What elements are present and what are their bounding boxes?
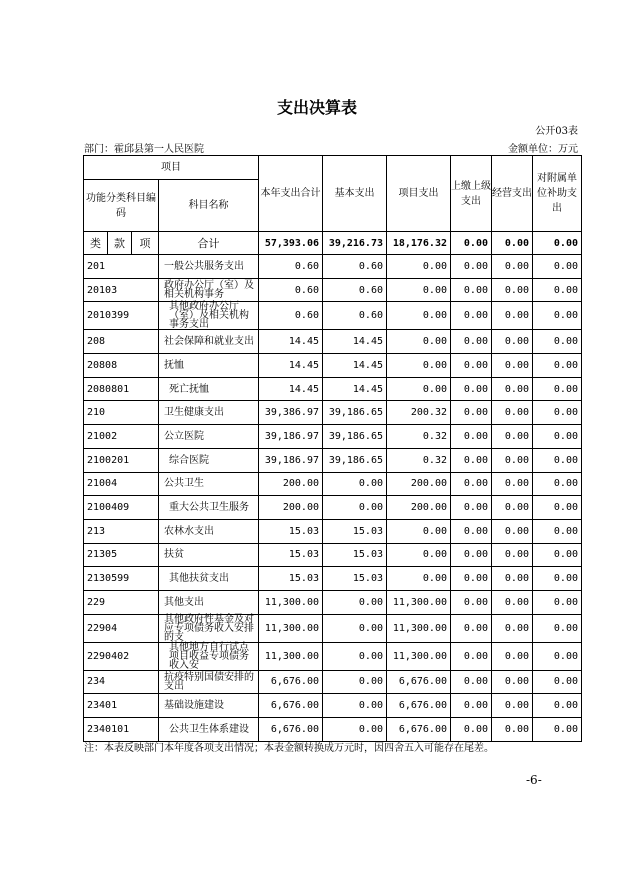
- table-row: [84, 472, 582, 496]
- row-code: 2100409: [84, 496, 159, 520]
- row-value: 0.00: [492, 472, 533, 496]
- row-name: 其他地方自行试点项目收益专项债务收入安: [159, 642, 259, 670]
- row-value: 0.60: [323, 278, 387, 302]
- row-name: 卫生健康支出: [159, 401, 259, 425]
- row-value: 0.00: [451, 472, 492, 496]
- row-value: 6,676.00: [387, 694, 451, 718]
- unit-label: 金额单位：万元: [508, 144, 578, 155]
- row-value: 0.00: [492, 567, 533, 591]
- row-code: 22904: [84, 614, 159, 642]
- row-value: 0.00: [451, 401, 492, 425]
- row-value: 0.00: [533, 543, 582, 567]
- header-lei: 类: [84, 232, 108, 255]
- row-value: 0.00: [492, 302, 533, 330]
- row-value: 0.00: [451, 694, 492, 718]
- row-value: 0.00: [387, 567, 451, 591]
- row-value: 0.00: [533, 614, 582, 642]
- row-name: 扶贫: [159, 543, 259, 567]
- table-row: [84, 448, 582, 472]
- row-value: 0.00: [451, 519, 492, 543]
- row-value: 0.60: [259, 255, 323, 279]
- row-name: 社会保障和就业支出: [159, 330, 259, 354]
- row-code: 201: [84, 255, 159, 279]
- row-code: 210: [84, 401, 159, 425]
- row-value: 0.00: [387, 354, 451, 378]
- row-value: 0.00: [533, 519, 582, 543]
- row-code: 229: [84, 590, 159, 614]
- row-value: 0.00: [533, 330, 582, 354]
- row-value: 200.00: [387, 496, 451, 520]
- table-row: [84, 519, 582, 543]
- row-name: 政府办公厅（室）及相关机构事务: [159, 278, 259, 302]
- row-name: 公共卫生: [159, 472, 259, 496]
- table-row: [84, 354, 582, 378]
- row-value: 0.00: [533, 694, 582, 718]
- row-value: 15.03: [259, 567, 323, 591]
- row-value: 0.00: [451, 354, 492, 378]
- department-label: 部门：霍邱县第一人民医院: [84, 144, 204, 155]
- header-basic: 基本支出: [323, 156, 387, 232]
- row-value: 0.00: [533, 472, 582, 496]
- row-code: 2100201: [84, 448, 159, 472]
- row-code: 21004: [84, 472, 159, 496]
- total-row: [84, 232, 582, 255]
- row-code: 21305: [84, 543, 159, 567]
- header-total: 本年支出合计: [259, 156, 323, 232]
- row-name: 其他政府性基金及对应专项债务收入安排的支: [159, 614, 259, 642]
- row-value: 0.00: [492, 425, 533, 449]
- total-value: 0.00: [533, 232, 582, 255]
- row-value: 39,386.97: [259, 401, 323, 425]
- row-value: 0.00: [492, 614, 533, 642]
- row-name: 一般公共服务支出: [159, 255, 259, 279]
- row-value: 0.00: [533, 590, 582, 614]
- row-value: 0.00: [387, 519, 451, 543]
- row-value: 0.00: [492, 377, 533, 401]
- row-code: 213: [84, 519, 159, 543]
- row-value: 0.60: [323, 302, 387, 330]
- row-value: 0.00: [533, 278, 582, 302]
- row-value: 0.00: [533, 354, 582, 378]
- row-value: 0.00: [533, 401, 582, 425]
- row-value: 200.00: [259, 496, 323, 520]
- row-value: 0.00: [451, 448, 492, 472]
- table-row: [84, 302, 582, 330]
- total-value: 0.00: [492, 232, 533, 255]
- row-code: 2080801: [84, 377, 159, 401]
- row-value: 0.00: [451, 278, 492, 302]
- row-value: 6,676.00: [259, 670, 323, 694]
- row-value: 15.03: [259, 543, 323, 567]
- page-title: 支出决算表: [276, 98, 357, 117]
- row-value: 0.00: [492, 496, 533, 520]
- row-value: 0.00: [451, 377, 492, 401]
- table-row: [84, 330, 582, 354]
- table-row: [84, 694, 582, 718]
- row-value: 0.00: [323, 472, 387, 496]
- row-code: 20103: [84, 278, 159, 302]
- row-value: 0.32: [387, 425, 451, 449]
- row-value: 0.00: [451, 590, 492, 614]
- row-value: 0.00: [533, 255, 582, 279]
- row-value: 0.00: [387, 377, 451, 401]
- total-value: 57,393.06: [259, 232, 323, 255]
- table-row: [84, 590, 582, 614]
- table-row: [84, 496, 582, 520]
- total-value: 39,216.73: [323, 232, 387, 255]
- row-value: 0.00: [387, 302, 451, 330]
- row-code: 23401: [84, 694, 159, 718]
- table-row: [84, 255, 582, 279]
- row-value: 0.00: [533, 718, 582, 742]
- row-value: 14.45: [259, 354, 323, 378]
- table-row: [84, 642, 582, 670]
- total-label: 合计: [159, 232, 259, 255]
- expenditure-table: [83, 155, 582, 742]
- row-value: 15.03: [323, 519, 387, 543]
- row-value: 0.00: [323, 670, 387, 694]
- row-value: 0.00: [492, 694, 533, 718]
- row-value: 0.00: [323, 590, 387, 614]
- row-name: 公共卫生体系建设: [159, 718, 259, 742]
- row-value: 15.03: [323, 543, 387, 567]
- row-value: 200.00: [387, 472, 451, 496]
- row-value: 6,676.00: [387, 670, 451, 694]
- row-value: 0.32: [387, 448, 451, 472]
- row-value: 0.00: [451, 614, 492, 642]
- row-code: 21002: [84, 425, 159, 449]
- row-value: 0.00: [533, 496, 582, 520]
- row-value: 14.45: [259, 330, 323, 354]
- row-value: 0.00: [323, 694, 387, 718]
- row-value: 0.00: [492, 543, 533, 567]
- row-value: 0.00: [533, 302, 582, 330]
- header-business: 经营支出: [492, 156, 533, 232]
- row-value: 0.00: [492, 670, 533, 694]
- row-value: 0.00: [492, 718, 533, 742]
- row-value: 0.00: [451, 302, 492, 330]
- row-value: 0.00: [492, 590, 533, 614]
- row-name: 基础设施建设: [159, 694, 259, 718]
- page-number: -6-: [526, 773, 542, 787]
- row-value: 39,186.97: [259, 425, 323, 449]
- row-value: 6,676.00: [387, 718, 451, 742]
- row-value: 14.45: [323, 354, 387, 378]
- row-name: 其他扶贫支出: [159, 567, 259, 591]
- total-value: 18,176.32: [387, 232, 451, 255]
- row-value: 39,186.65: [323, 425, 387, 449]
- row-value: 0.00: [451, 330, 492, 354]
- table-row: [84, 401, 582, 425]
- row-code: 2290402: [84, 642, 159, 670]
- header-item: 项目: [84, 156, 259, 180]
- row-value: 0.00: [323, 642, 387, 670]
- row-value: 11,300.00: [387, 614, 451, 642]
- row-value: 15.03: [259, 519, 323, 543]
- row-name: 重大公共卫生服务: [159, 496, 259, 520]
- row-value: 0.00: [323, 614, 387, 642]
- row-value: 0.00: [533, 642, 582, 670]
- row-value: 0.00: [451, 642, 492, 670]
- row-value: 0.00: [492, 255, 533, 279]
- row-value: 0.00: [451, 496, 492, 520]
- row-value: 0.00: [451, 425, 492, 449]
- row-value: 200.00: [259, 472, 323, 496]
- row-value: 14.45: [259, 377, 323, 401]
- row-value: 0.00: [451, 255, 492, 279]
- row-value: 0.00: [492, 448, 533, 472]
- row-value: 0.00: [533, 670, 582, 694]
- header-xiang: 项: [132, 232, 159, 255]
- row-value: 0.00: [451, 543, 492, 567]
- row-value: 6,676.00: [259, 694, 323, 718]
- row-value: 39,186.97: [259, 448, 323, 472]
- table-row: [84, 278, 582, 302]
- row-value: 0.00: [387, 278, 451, 302]
- row-value: 0.00: [492, 401, 533, 425]
- total-value: 0.00: [451, 232, 492, 255]
- row-value: 0.00: [387, 543, 451, 567]
- row-value: 0.00: [323, 718, 387, 742]
- row-name: 其他政府办公厅（室）及相关机构事务支出: [159, 302, 259, 330]
- row-value: 14.45: [323, 377, 387, 401]
- row-value: 0.00: [492, 278, 533, 302]
- header-upper: 上缴上级支出: [451, 156, 492, 232]
- row-value: 0.00: [492, 519, 533, 543]
- table-row: [84, 377, 582, 401]
- row-value: 0.00: [323, 496, 387, 520]
- table-row: [84, 718, 582, 742]
- row-code: 2010399: [84, 302, 159, 330]
- table-row: [84, 567, 582, 591]
- row-code: 2340101: [84, 718, 159, 742]
- header-project: 项目支出: [387, 156, 451, 232]
- row-value: 6,676.00: [259, 718, 323, 742]
- row-value: 0.60: [259, 278, 323, 302]
- footnote: 注：本表反映部门本年度各项支出情况；本表金额转换成万元时，因四舍五入可能存在尾差。: [84, 743, 494, 754]
- row-code: 2130599: [84, 567, 159, 591]
- table-row: [84, 670, 582, 694]
- row-value: 0.00: [387, 255, 451, 279]
- row-value: 39,186.65: [323, 401, 387, 425]
- row-name: 其他支出: [159, 590, 259, 614]
- row-value: 0.00: [492, 354, 533, 378]
- row-value: 14.45: [323, 330, 387, 354]
- table-row: [84, 425, 582, 449]
- row-value: 0.00: [533, 377, 582, 401]
- form-code: 公开03表: [535, 126, 578, 137]
- row-value: 0.00: [533, 425, 582, 449]
- row-name: 农林水支出: [159, 519, 259, 543]
- row-value: 39,186.65: [323, 448, 387, 472]
- row-name: 死亡抚恤: [159, 377, 259, 401]
- row-value: 0.60: [259, 302, 323, 330]
- row-name: 公立医院: [159, 425, 259, 449]
- header-code: 功能分类科目编码: [84, 180, 159, 232]
- row-value: 11,300.00: [259, 614, 323, 642]
- row-value: 0.00: [451, 670, 492, 694]
- table-row: [84, 543, 582, 567]
- row-value: 11,300.00: [387, 642, 451, 670]
- header-kuan: 款: [108, 232, 132, 255]
- row-value: 0.00: [492, 330, 533, 354]
- row-value: 0.00: [451, 718, 492, 742]
- row-name: 抚恤: [159, 354, 259, 378]
- row-value: 15.03: [323, 567, 387, 591]
- row-value: 11,300.00: [259, 642, 323, 670]
- row-value: 0.00: [492, 642, 533, 670]
- row-value: 11,300.00: [259, 590, 323, 614]
- header-subsidy: 对附属单位补助支出: [533, 156, 582, 232]
- row-value: 0.00: [533, 567, 582, 591]
- row-code: 208: [84, 330, 159, 354]
- row-value: 11,300.00: [387, 590, 451, 614]
- row-value: 0.00: [451, 567, 492, 591]
- row-value: 200.32: [387, 401, 451, 425]
- table-row: [84, 614, 582, 642]
- row-name: 综合医院: [159, 448, 259, 472]
- row-code: 234: [84, 670, 159, 694]
- row-value: 0.60: [323, 255, 387, 279]
- row-value: 0.00: [387, 330, 451, 354]
- row-name: 抗疫特别国债安排的支出: [159, 670, 259, 694]
- row-value: 0.00: [533, 448, 582, 472]
- row-code: 20808: [84, 354, 159, 378]
- header-name: 科目名称: [159, 180, 259, 232]
